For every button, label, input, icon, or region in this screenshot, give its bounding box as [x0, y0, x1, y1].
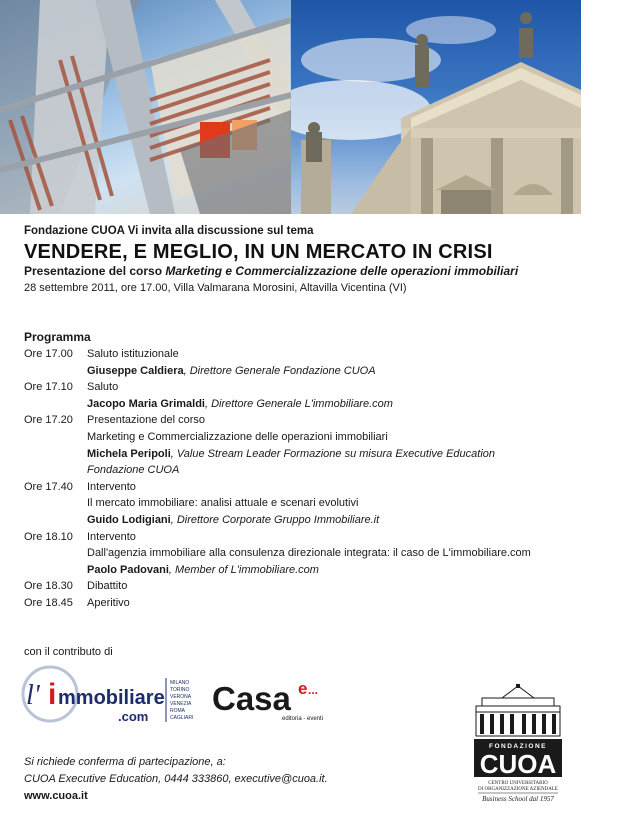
program-time — [24, 562, 87, 579]
course-name: Marketing e Commercializzazione delle operazioni immobiliari — [165, 264, 519, 278]
program-heading: Programma — [24, 330, 91, 344]
program-item-text: Dibattito — [87, 580, 128, 593]
program-speaker — [87, 512, 379, 529]
program-row — [24, 578, 531, 595]
program-schedule — [24, 346, 531, 612]
casa-e-logo — [212, 676, 342, 726]
program-item-text: Saluto istituzionale — [87, 348, 179, 360]
cuoa-line1: CENTRO UNIVERSITARIO — [488, 781, 548, 786]
rsvp-footer — [24, 754, 328, 805]
program-speaker — [87, 396, 393, 413]
cuoa-name-text: CUOA — [479, 749, 557, 779]
speaker-role: , Value Stream Leader Formazione su misura Executive Education — [170, 447, 496, 460]
event-title: VENDERE, E MEGLIO, IN UN MERCATO IN CRISI — [24, 241, 493, 263]
program-row — [24, 479, 531, 496]
program-speaker — [87, 363, 376, 380]
speaker-role: , Direttore Generale Fondazione CUOA — [183, 364, 376, 377]
program-time — [24, 462, 87, 479]
program-item-text: Dall'agenzia immobiliare alla consulenza direzionale integrata: il caso de L'immobiliare.com — [87, 547, 531, 560]
program-time — [24, 363, 87, 380]
cuoa-tagline: Business School dal 1957 — [482, 795, 554, 803]
program-time: Ore 18.30 — [24, 580, 73, 593]
program-time: Ore 17.10 — [24, 381, 73, 394]
fondazione-cuoa-logo — [472, 684, 564, 804]
program-row — [24, 512, 531, 529]
program-row — [24, 429, 531, 446]
immo-l: l' — [26, 680, 40, 711]
program-time: Ore 17.00 — [24, 348, 73, 360]
program-row — [24, 346, 531, 363]
immo-com: .com — [118, 709, 149, 724]
villa-facade-photo — [291, 0, 581, 214]
rsvp-request: Si richiede conferma di partecipazione, a: — [24, 756, 226, 768]
cuoa-fondazione-text: FONDAZIONE — [489, 743, 547, 750]
program-time — [24, 429, 87, 446]
immobiliare-logo — [20, 664, 195, 726]
casa-word: Casa — [212, 680, 291, 717]
speaker-name: Guido Lodigiani — [87, 513, 171, 526]
program-item-text: Saluto — [87, 381, 119, 394]
speaker-role: Fondazione CUOA — [87, 464, 180, 477]
casa-e: e — [298, 679, 308, 698]
program-time: Ore 17.40 — [24, 480, 73, 493]
program-speaker — [87, 562, 319, 579]
immo-city: MILANO — [170, 680, 190, 686]
immo-city: ROMA — [170, 708, 185, 714]
program-row — [24, 379, 531, 396]
event-date-location: 28 settembre 2011, ore 17.00, Villa Valmarana Morosini, Altavilla Vicentina (VI) — [24, 282, 407, 294]
program-row — [24, 595, 531, 612]
immo-city: CAGLIARI — [170, 715, 194, 721]
program-time — [24, 545, 87, 562]
presentation-prefix: Presentazione del corso — [24, 264, 166, 278]
program-row — [24, 562, 531, 579]
course-presentation — [24, 264, 584, 279]
program-item-text: Marketing e Commercializzazione delle operazioni immobiliari — [87, 430, 388, 443]
program-time: Ore 18.10 — [24, 530, 73, 543]
speaker-name: Paolo Padovani — [87, 563, 169, 576]
speaker-role: , Direttore Generale L'immobiliare.com — [204, 397, 393, 410]
immo-word: mmobiliare — [58, 687, 165, 709]
contributors-label: con il contributo di — [24, 646, 113, 658]
speaker-name: Michela Peripoli — [87, 447, 171, 460]
program-row — [24, 495, 531, 512]
casa-dots: ... — [308, 683, 319, 697]
program-time — [24, 495, 87, 512]
event-header — [24, 224, 584, 295]
cuoa-line2: DI ORGANIZZAZIONE AZIENDALE — [478, 787, 558, 792]
program-time — [24, 512, 87, 529]
program-row — [24, 446, 531, 463]
program-item-text: Intervento — [87, 480, 136, 493]
program-row — [24, 412, 531, 429]
immo-city: VENEZIA — [170, 701, 192, 707]
rsvp-contact: CUOA Executive Education, 0444 333860, executive@cuoa.it. — [24, 773, 328, 785]
program-time: Ore 18.45 — [24, 596, 73, 609]
program-speaker — [87, 462, 179, 479]
program-item-text: Intervento — [87, 530, 136, 543]
immo-city: VERONA — [170, 694, 192, 700]
program-item-text: Il mercato immobiliare: analisi attuale e scenari evolutivi — [87, 497, 359, 510]
header-photo-banner — [0, 0, 581, 214]
speaker-role: , Direttore Corporate Gruppo Immobiliare.it — [170, 513, 380, 526]
program-row — [24, 396, 531, 413]
program-item-text: Aperitivo — [87, 596, 130, 609]
modern-building-photo — [0, 0, 291, 214]
program-time — [24, 446, 87, 463]
speaker-role: , Member of L'immobiliare.com — [168, 563, 319, 576]
immo-i: i — [48, 678, 57, 711]
program-row — [24, 529, 531, 546]
program-time — [24, 396, 87, 413]
invitation-line: Fondazione CUOA Vi invita alla discussione sul tema — [24, 225, 314, 237]
program-item-text: Presentazione del corso — [87, 414, 206, 427]
speaker-name: Jacopo Maria Grimaldi — [87, 397, 205, 410]
program-row — [24, 462, 531, 479]
casa-subtitle: editoria - eventi — [282, 716, 324, 722]
program-time: Ore 17.20 — [24, 414, 73, 427]
program-speaker — [87, 446, 495, 463]
speaker-name: Giuseppe Caldiera — [87, 364, 184, 377]
website-link[interactable]: www.cuoa.it — [24, 790, 88, 802]
program-row — [24, 545, 531, 562]
immo-city: TORINO — [170, 687, 190, 693]
program-row — [24, 363, 531, 380]
